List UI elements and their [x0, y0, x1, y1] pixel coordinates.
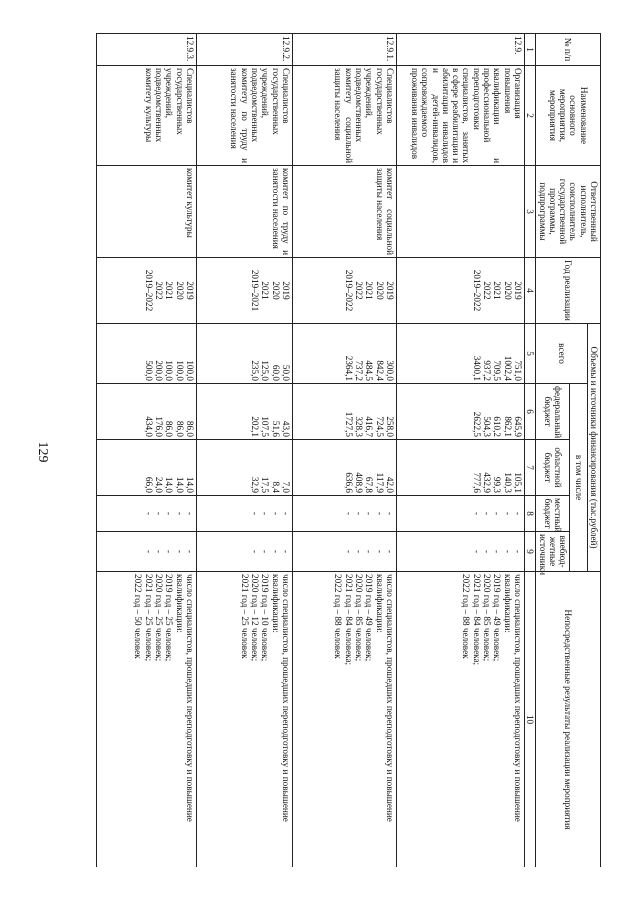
- column-index: 5: [524, 324, 535, 384]
- header-extra: внебюд-жетные источники: [536, 532, 570, 572]
- document-frame: [70, 33, 601, 867]
- column-index: 7: [524, 440, 535, 496]
- extra-values: - - - - -: [396, 532, 524, 572]
- total-values: 300,0 842,4 484,5 737,2 2364,1: [292, 324, 396, 384]
- header-results: Непосредственные результаты реализации мероприятия: [536, 572, 601, 867]
- regional-values: 105,1 140,3 99,3 432,9 777,6: [396, 440, 524, 496]
- activity-name: Специалистов государственных учреждений, подведомственных комитету по труду и занятости населения: [196, 66, 292, 166]
- total-values: 100,0 100,0 100,0 200,0 500,0: [96, 324, 196, 384]
- regional-values: 42,0 117,9 67,8 408,9 636,6: [292, 440, 396, 496]
- activity-name: Организация повышения квалификации и профессиональной переподготовки специалистов, занятых в сфере реабилитации и абилитации инвалидов и детей-инвалидов, сопровождаемого проживания инвалидов: [396, 66, 524, 166]
- years: 2019 2020 2021 2019–2021: [196, 258, 292, 324]
- local-values: - - - - -: [396, 496, 524, 532]
- table-row: [292, 34, 396, 868]
- table-row: [196, 34, 292, 868]
- extra-values: - - - - -: [292, 532, 396, 572]
- column-index: 4: [524, 258, 535, 324]
- executor: комитет по труду и занятости населения: [196, 166, 292, 258]
- row-number: 12.9.1.: [292, 34, 396, 66]
- years: 2019 2020 2021 2022 2019–2022: [292, 258, 396, 324]
- federal-values: 86,0 86,0 86,0 176,0 434,0: [96, 384, 196, 440]
- header-federal: федеральный бюджет: [536, 384, 570, 440]
- column-index: 8: [524, 496, 535, 532]
- page-number: 129: [35, 441, 50, 463]
- extra-values: - - - -: [196, 532, 292, 572]
- executor: [396, 166, 524, 258]
- result-text: число специалистов, прошедших переподготовку и повышение квалификации: 2019 год – 25 человек; 2020 год – 25 человек; 2021 год – 25 человек; 2022 год – 50 человек: [96, 572, 196, 867]
- years: 2019 2020 2021 2022 2019–2022: [396, 258, 524, 324]
- header-num: № п/п: [536, 34, 601, 66]
- column-index: 10: [524, 572, 535, 867]
- result-text: число специалистов, прошедших переподготовку и повышение квалификации: 2019 год – 49 человек; 2020 год – 85 человек; 2021 год – 84 человека; 2022 год – 88 человек: [396, 572, 524, 867]
- activity-name: Специалистов государственных учреждений, подведомственных комитету социальной защиты населения: [292, 66, 396, 166]
- header-in-that: в том числе: [570, 384, 588, 572]
- header-year: Год реализации: [536, 258, 601, 324]
- row-number: 12.9.: [396, 34, 524, 66]
- activity-name: Специалистов государственных учреждений, подведомственных комитету культуры: [96, 66, 196, 166]
- local-values: - - - - -: [96, 496, 196, 532]
- total-values: 50,0 60,0 125,0 235,0: [196, 324, 292, 384]
- years: 2019 2020 2021 2022 2019–2022: [96, 258, 196, 324]
- table-row: [396, 34, 524, 868]
- local-values: - - - -: [196, 496, 292, 532]
- result-text: число специалистов, прошедших переподготовку и повышение квалификации: 2019 год – 49 человек; 2020 год – 85 человек; 2021 год – 84 человека; 2022 год – 88 человек: [292, 572, 396, 867]
- header-local: местный бюджет: [536, 496, 570, 532]
- federal-values: 645,9 862,1 610,2 504,3 2622,5: [396, 384, 524, 440]
- executor: комитет культуры: [96, 166, 196, 258]
- column-index-row: [524, 34, 535, 868]
- column-index: 1: [524, 34, 535, 66]
- local-values: - - - - -: [292, 496, 396, 532]
- column-index: 3: [524, 166, 535, 258]
- rotated-table-container: [70, 33, 601, 867]
- regional-values: 14,0 14,0 14,0 24,0 66,0: [96, 440, 196, 496]
- program-table: [96, 33, 601, 867]
- result-text: число специалистов, прошедших переподготовку и повышение квалификации: 2019 год – 10 человек; 2020 год – 12 человек; 2021 год – 25 человек: [196, 572, 292, 867]
- header-name: Наименование основного мероприятия, мероприятия: [536, 66, 601, 166]
- column-index: 6: [524, 384, 535, 440]
- header-executor: Ответственный исполнитель, соисполнитель государственной программы, подпрограммы: [536, 166, 601, 258]
- header-funding: Объемы и источники финансирования (тыс.рублей): [587, 324, 600, 572]
- federal-values: 258,0 724,5 416,7 328,3 1727,5: [292, 384, 396, 440]
- row-number: 12.9.2.: [196, 34, 292, 66]
- extra-values: - - - - -: [96, 532, 196, 572]
- regional-values: 7,0 8,4 17,5 32,9: [196, 440, 292, 496]
- column-index: 2: [524, 66, 535, 166]
- federal-values: 43,0 51,6 107,5 202,1: [196, 384, 292, 440]
- executor: комитет социальной защиты населения: [292, 166, 396, 258]
- header-total: всего: [536, 324, 587, 384]
- column-index: 9: [524, 532, 535, 572]
- total-values: 751,0 1002,4 709,5 937,2 3400,1: [396, 324, 524, 384]
- table-row: [96, 34, 196, 868]
- row-number: 12.9.3.: [96, 34, 196, 66]
- header-regional: областной бюджет: [536, 440, 570, 496]
